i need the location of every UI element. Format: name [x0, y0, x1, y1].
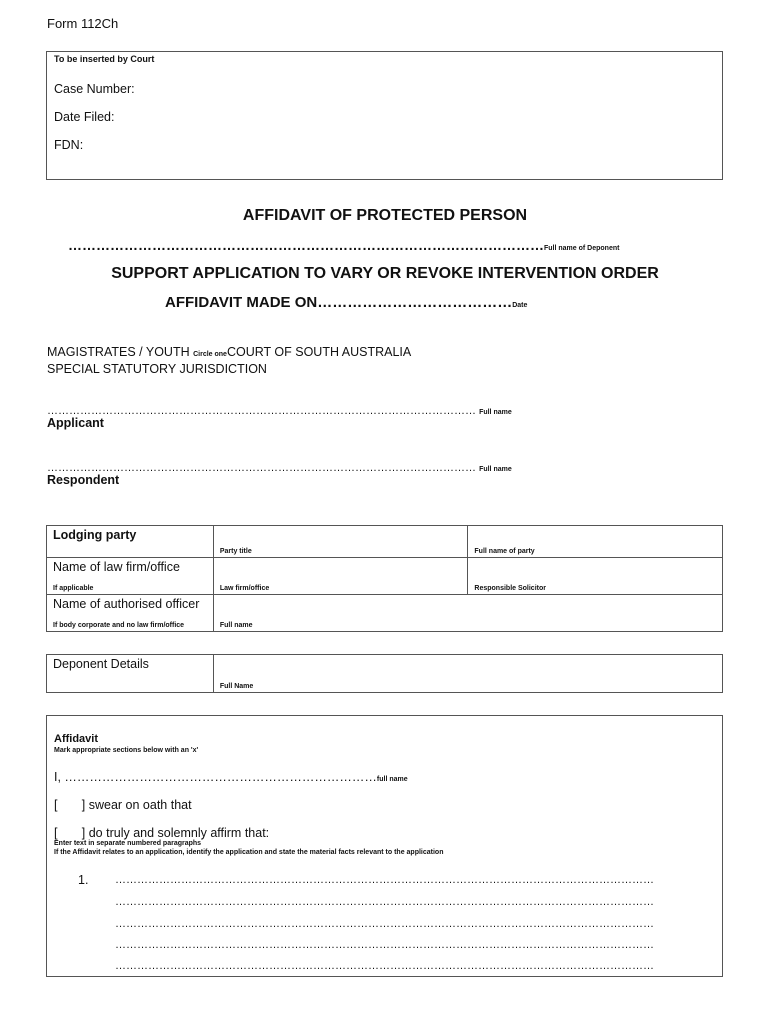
- law-firm-hint: Law firm/office: [219, 585, 270, 592]
- respondent-dots: ………………………………………………………………………………………………………: [47, 462, 476, 474]
- deponent-full-name-cell[interactable]: [213, 655, 722, 693]
- made-on-label: AFFIDAVIT MADE ON…………………………………: [165, 294, 513, 311]
- deponent-name-line[interactable]: [68, 237, 619, 253]
- affidavit-made-on[interactable]: [165, 294, 527, 311]
- deponent-name-hint: Full name of Deponent: [544, 245, 620, 252]
- affidavit-instruction: Mark appropriate sections below with an 'x': [54, 747, 199, 754]
- made-on-hint: Date: [512, 302, 528, 309]
- court-line2: SPECIAL STATUTORY JURISDICTION: [47, 362, 267, 376]
- applicant-name-line[interactable]: [47, 405, 512, 417]
- applicant-dots: ………………………………………………………………………………………………………: [47, 405, 476, 417]
- law-firm-label-cell: [47, 558, 214, 595]
- party-title-hint: Party title: [219, 548, 252, 555]
- affirm-option[interactable]: [ ] do truly and solemnly affirm that:: [54, 826, 270, 840]
- lodging-party-table: [46, 525, 723, 632]
- numbered-paragraphs-note: Enter text in separate numbered paragraphs: [54, 840, 202, 847]
- deponent-name-dots: …………………………………………………………………………………………: [68, 237, 544, 253]
- form-title: AFFIDAVIT OF PROTECTED PERSON: [242, 207, 528, 224]
- form-subtitle: SUPPORT APPLICATION TO VARY OR REVOKE INTERVENTION ORDER: [111, 265, 659, 282]
- fdn-field[interactable]: FDN:: [54, 138, 84, 152]
- authorised-officer-name-cell[interactable]: [213, 595, 722, 632]
- law-firm-if-applicable: If applicable: [53, 585, 94, 592]
- form-number: Form 112Ch: [47, 16, 119, 31]
- affidavit-section: [46, 715, 723, 977]
- responsible-solicitor-hint: Responsible Solicitor: [474, 585, 546, 592]
- law-firm-cell[interactable]: [213, 558, 468, 595]
- applicant-hint: Full name: [479, 409, 512, 416]
- swear-option[interactable]: [ ] swear on oath that: [54, 798, 192, 812]
- i-name-hint: full name: [376, 776, 408, 783]
- lodging-party-label: Lodging party: [53, 528, 137, 542]
- deponent-full-name-hint: Full Name: [219, 683, 254, 690]
- party-title-cell[interactable]: [213, 526, 468, 558]
- paragraph-number: 1.: [78, 873, 89, 887]
- lodging-party-label-cell: [47, 526, 214, 558]
- affidavit-text-line[interactable]: …………………………………………………………………………………………………………………………………: [115, 918, 654, 930]
- affidavit-text-line[interactable]: …………………………………………………………………………………………………………………………………: [115, 874, 654, 886]
- case-number-field[interactable]: Case Number:: [54, 82, 135, 96]
- authorised-officer-name-hint: Full name: [219, 622, 253, 629]
- authorised-officer-condition: If body corporate and no law firm/office: [53, 622, 185, 629]
- party-full-name-hint: Full name of party: [474, 548, 535, 555]
- respondent-hint: Full name: [479, 466, 512, 473]
- court-use-box: [46, 51, 723, 180]
- court-part2: COURT OF SOUTH AUSTRALIA: [226, 345, 412, 359]
- i-name-dots: I, …………………………………………………………………: [54, 770, 377, 784]
- circle-one-hint: Circle one: [193, 351, 227, 358]
- deponent-details-label-cell: [47, 655, 214, 693]
- court-part1: MAGISTRATES / YOUTH: [47, 345, 190, 359]
- law-firm-label: Name of law firm/office: [53, 560, 180, 574]
- authorised-officer-label-cell: [47, 595, 214, 632]
- court-box-header: To be inserted by Court: [54, 54, 155, 64]
- affidavit-text-line[interactable]: …………………………………………………………………………………………………………………………………: [115, 960, 654, 972]
- deponent-details-table: [46, 654, 723, 693]
- i-name-line[interactable]: [54, 770, 408, 784]
- material-facts-note: If the Affidavit relates to an application, identify the application and state the material facts relevant to the application: [54, 849, 444, 856]
- party-full-name-cell[interactable]: [468, 526, 723, 558]
- date-filed-field[interactable]: Date Filed:: [54, 110, 115, 124]
- affidavit-heading: Affidavit: [54, 733, 98, 745]
- applicant-label: Applicant: [47, 416, 104, 430]
- respondent-label: Respondent: [47, 473, 120, 487]
- responsible-solicitor-cell[interactable]: [468, 558, 723, 595]
- deponent-details-label: Deponent Details: [53, 657, 149, 671]
- authorised-officer-label: Name of authorised officer: [53, 597, 200, 611]
- affidavit-text-line[interactable]: …………………………………………………………………………………………………………………………………: [115, 896, 654, 908]
- court-jurisdiction: [47, 345, 411, 377]
- affidavit-text-line[interactable]: …………………………………………………………………………………………………………………………………: [115, 939, 654, 951]
